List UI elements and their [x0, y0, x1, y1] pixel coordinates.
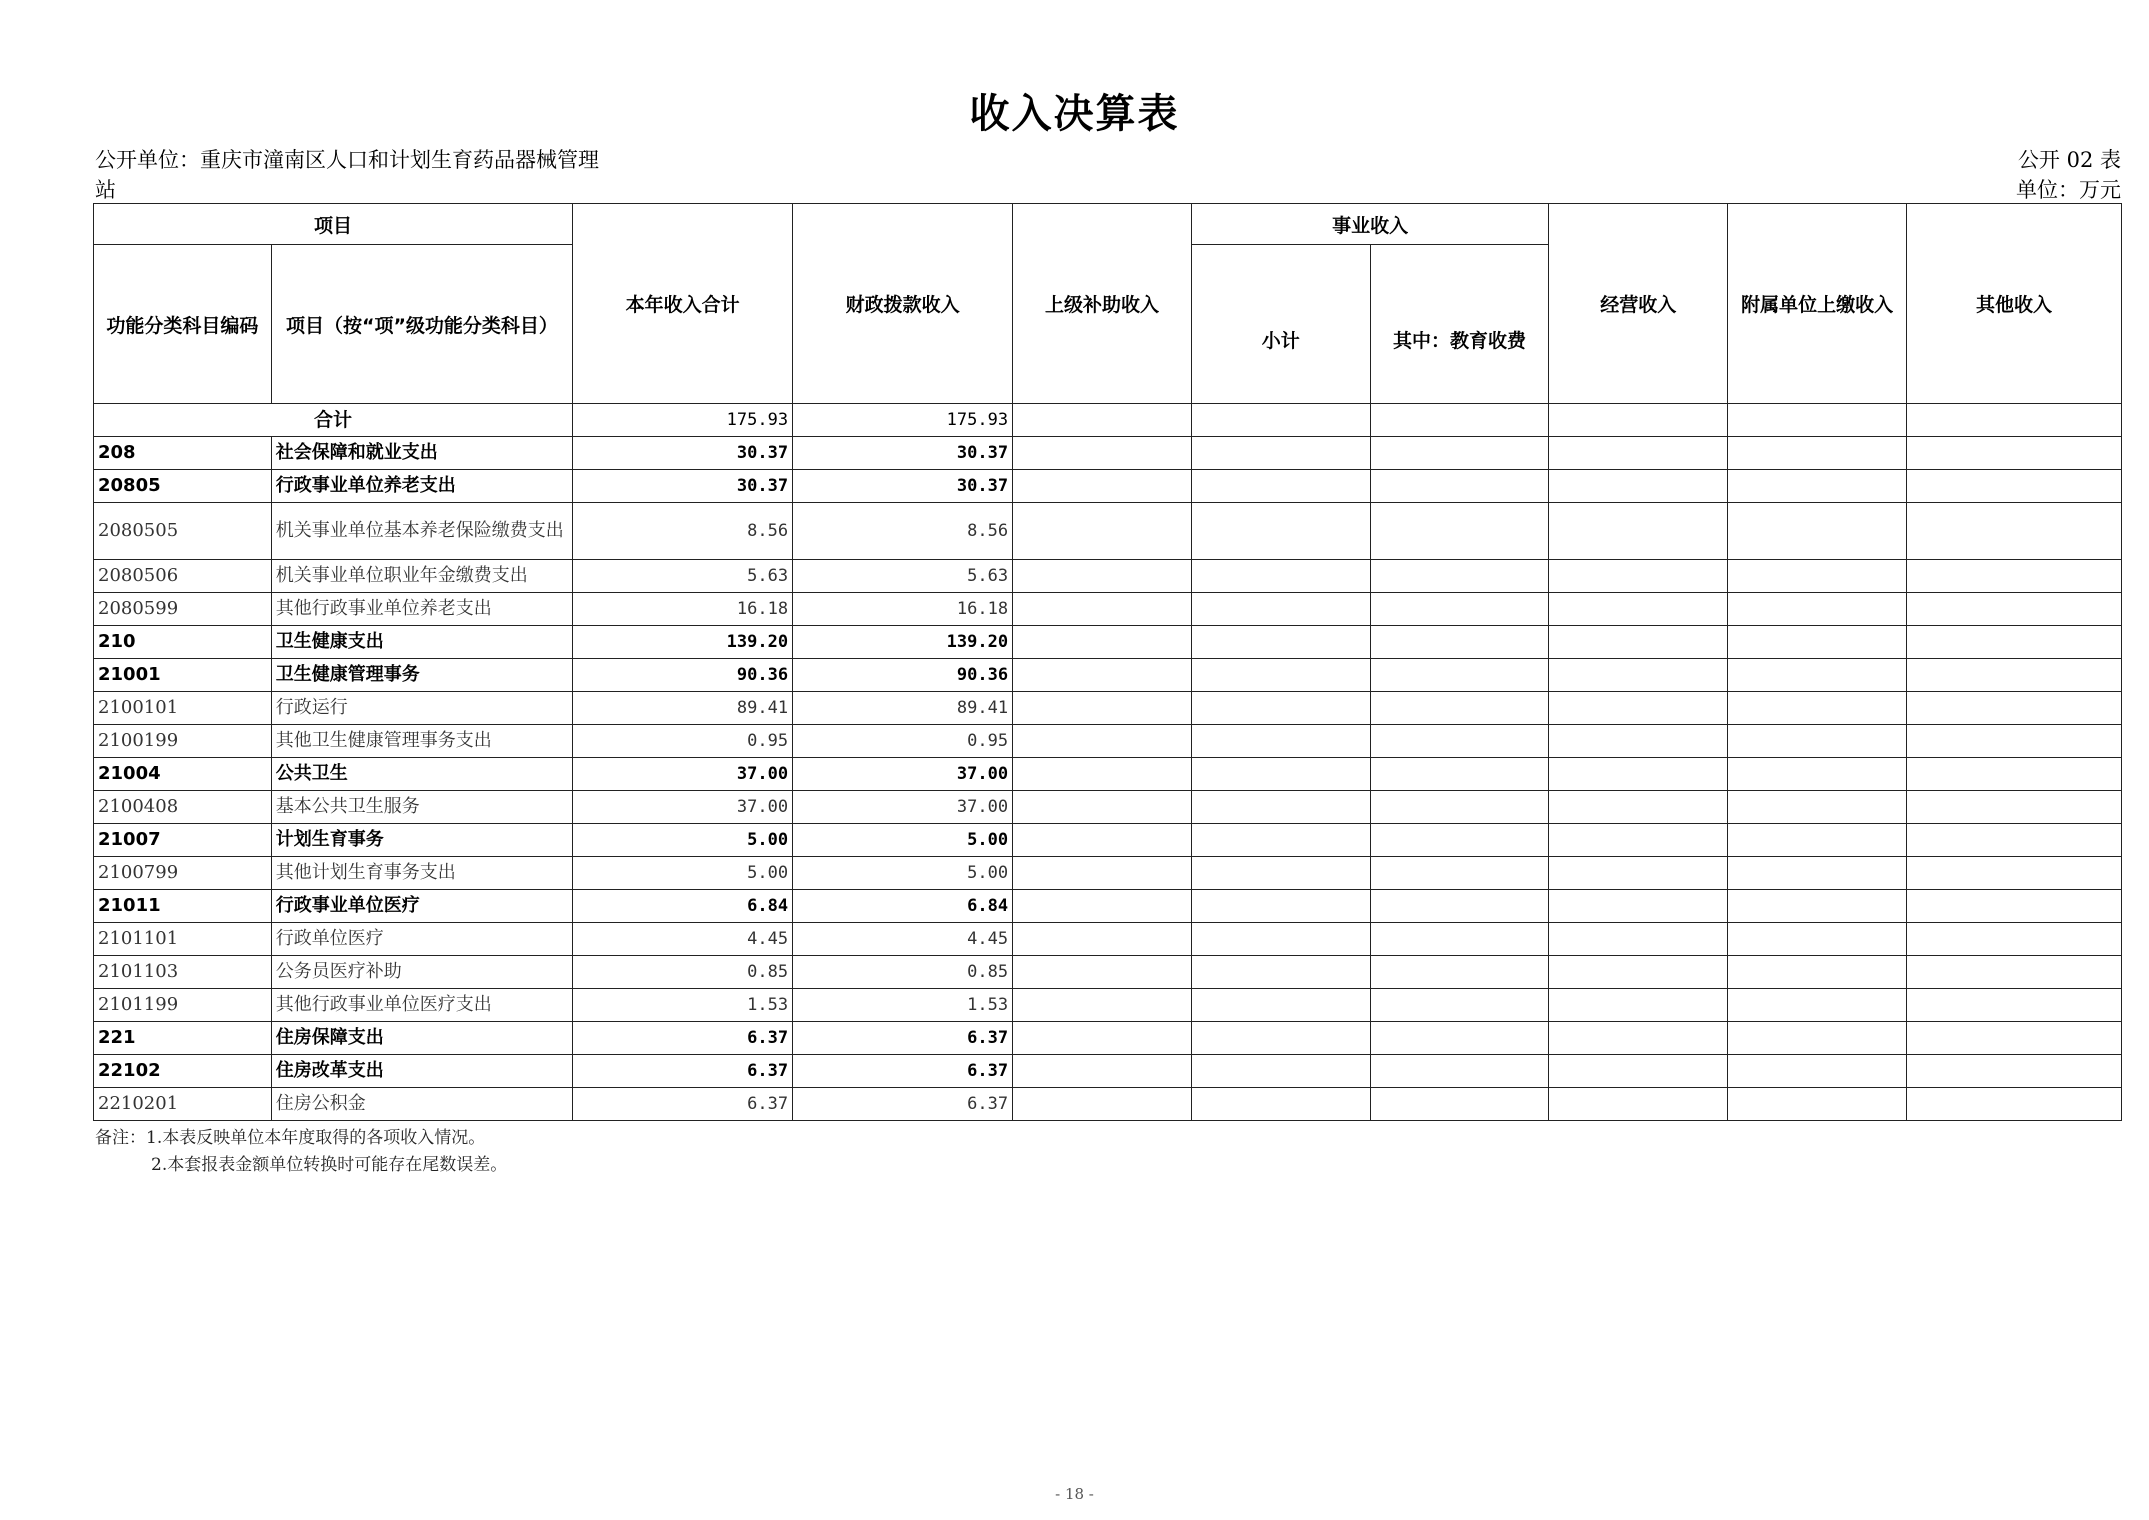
empty-cell — [1191, 989, 1370, 1022]
empty-cell — [1549, 758, 1728, 791]
row-fiscal: 37.00 — [793, 758, 1013, 791]
row-fiscal: 30.37 — [793, 437, 1013, 470]
header-education: 其中：教育收费 — [1370, 245, 1549, 404]
row-fiscal: 37.00 — [793, 791, 1013, 824]
empty-cell — [1013, 791, 1192, 824]
empty-cell — [1549, 593, 1728, 626]
row-total: 6.37 — [573, 1055, 793, 1088]
empty-cell — [1191, 437, 1370, 470]
empty-cell — [1191, 758, 1370, 791]
table-row — [94, 470, 2122, 503]
empty-cell — [1906, 725, 2121, 758]
empty-cell — [1191, 824, 1370, 857]
empty-cell — [1549, 560, 1728, 593]
empty-cell — [1906, 989, 2121, 1022]
row-total: 6.84 — [573, 890, 793, 923]
empty-cell — [1191, 1022, 1370, 1055]
row-name: 卫生健康管理事务 — [271, 659, 572, 692]
table-row — [94, 824, 2122, 857]
empty-cell — [1549, 791, 1728, 824]
empty-cell — [1906, 758, 2121, 791]
row-code: 22102 — [94, 1055, 272, 1088]
row-code: 2100101 — [94, 692, 272, 725]
empty-cell — [1549, 989, 1728, 1022]
empty-cell — [1906, 470, 2121, 503]
empty-cell — [1728, 1088, 1907, 1121]
row-name: 行政运行 — [271, 692, 572, 725]
empty-cell — [1191, 404, 1370, 437]
row-code: 210 — [94, 626, 272, 659]
empty-cell — [1191, 857, 1370, 890]
row-code: 2100408 — [94, 791, 272, 824]
row-total: 6.37 — [573, 1022, 793, 1055]
empty-cell — [1191, 956, 1370, 989]
income-table — [93, 203, 2122, 1121]
header-business: 事业收入 — [1191, 204, 1549, 245]
row-name: 住房保障支出 — [271, 1022, 572, 1055]
note-2: 2.本套报表金额单位转换时可能存在尾数误差。 — [151, 1155, 508, 1175]
row-fiscal: 6.37 — [793, 1088, 1013, 1121]
table-row — [94, 1022, 2122, 1055]
row-fiscal: 0.85 — [793, 956, 1013, 989]
row-total: 4.45 — [573, 923, 793, 956]
row-total: 90.36 — [573, 659, 793, 692]
row-name: 公共卫生 — [271, 758, 572, 791]
empty-cell — [1906, 1022, 2121, 1055]
table-body — [94, 404, 2122, 1121]
empty-cell — [1549, 659, 1728, 692]
empty-cell — [1728, 989, 1907, 1022]
row-fiscal: 0.95 — [793, 725, 1013, 758]
table-row — [94, 692, 2122, 725]
row-fiscal: 6.84 — [793, 890, 1013, 923]
empty-cell — [1370, 692, 1549, 725]
row-fiscal: 6.37 — [793, 1022, 1013, 1055]
row-code: 21001 — [94, 659, 272, 692]
row-fiscal: 4.45 — [793, 923, 1013, 956]
row-name: 行政事业单位养老支出 — [271, 470, 572, 503]
empty-cell — [1191, 725, 1370, 758]
empty-cell — [1549, 725, 1728, 758]
empty-cell — [1549, 503, 1728, 560]
empty-cell — [1013, 857, 1192, 890]
row-total: 5.63 — [573, 560, 793, 593]
row-fiscal: 89.41 — [793, 692, 1013, 725]
empty-cell — [1191, 923, 1370, 956]
row-code: 21011 — [94, 890, 272, 923]
empty-cell — [1906, 404, 2121, 437]
empty-cell — [1728, 923, 1907, 956]
empty-cell — [1906, 437, 2121, 470]
row-total: 0.95 — [573, 725, 793, 758]
empty-cell — [1370, 890, 1549, 923]
empty-cell — [1549, 404, 1728, 437]
table-header — [94, 204, 2122, 404]
empty-cell — [1728, 593, 1907, 626]
empty-cell — [1370, 725, 1549, 758]
currency-unit: 单位：万元 — [2016, 178, 2121, 202]
report-title: 收入决算表 — [969, 91, 1180, 137]
empty-cell — [1370, 791, 1549, 824]
row-fiscal: 5.63 — [793, 560, 1013, 593]
empty-cell — [1370, 989, 1549, 1022]
row-code: 2100199 — [94, 725, 272, 758]
header-code: 功能分类科目编码 — [94, 245, 272, 404]
table-row — [94, 503, 2122, 560]
total-row — [94, 404, 2122, 437]
empty-cell — [1728, 725, 1907, 758]
row-name: 其他计划生育事务支出 — [271, 857, 572, 890]
empty-cell — [1549, 692, 1728, 725]
empty-cell — [1728, 1055, 1907, 1088]
empty-cell — [1906, 1055, 2121, 1088]
notes — [95, 1125, 507, 1179]
empty-cell — [1728, 437, 1907, 470]
row-name: 其他卫生健康管理事务支出 — [271, 725, 572, 758]
empty-cell — [1013, 560, 1192, 593]
empty-cell — [1549, 626, 1728, 659]
row-code: 2210201 — [94, 1088, 272, 1121]
empty-cell — [1370, 404, 1549, 437]
header-operating: 经营收入 — [1549, 204, 1728, 404]
row-code: 21007 — [94, 824, 272, 857]
row-name: 卫生健康支出 — [271, 626, 572, 659]
row-fiscal: 90.36 — [793, 659, 1013, 692]
total-fiscal: 175.93 — [793, 404, 1013, 437]
empty-cell — [1906, 593, 2121, 626]
header-item: 项目 — [94, 204, 573, 245]
row-code: 20805 — [94, 470, 272, 503]
row-name: 其他行政事业单位养老支出 — [271, 593, 572, 626]
empty-cell — [1013, 1055, 1192, 1088]
empty-cell — [1728, 791, 1907, 824]
empty-cell — [1370, 1055, 1549, 1088]
empty-cell — [1013, 890, 1192, 923]
empty-cell — [1013, 824, 1192, 857]
reporting-unit: 公开单位：重庆市潼南区人口和计划生育药品器械管理站 — [95, 148, 599, 202]
empty-cell — [1906, 503, 2121, 560]
empty-cell — [1906, 659, 2121, 692]
empty-cell — [1906, 857, 2121, 890]
row-total: 30.37 — [573, 437, 793, 470]
table-row — [94, 725, 2122, 758]
empty-cell — [1370, 470, 1549, 503]
row-code: 208 — [94, 437, 272, 470]
header-superior: 上级补助收入 — [1013, 204, 1192, 404]
row-code: 2101101 — [94, 923, 272, 956]
empty-cell — [1013, 725, 1192, 758]
empty-cell — [1370, 824, 1549, 857]
empty-cell — [1549, 1055, 1728, 1088]
empty-cell — [1906, 956, 2121, 989]
row-code: 2101199 — [94, 989, 272, 1022]
row-total: 89.41 — [573, 692, 793, 725]
row-fiscal: 6.37 — [793, 1055, 1013, 1088]
row-name: 其他行政事业单位医疗支出 — [271, 989, 572, 1022]
empty-cell — [1728, 503, 1907, 560]
empty-cell — [1013, 1088, 1192, 1121]
table-row — [94, 890, 2122, 923]
empty-cell — [1013, 470, 1192, 503]
empty-cell — [1549, 890, 1728, 923]
header-name: 项目（按“项”级功能分类科目） — [271, 245, 572, 404]
row-total: 0.85 — [573, 956, 793, 989]
empty-cell — [1370, 626, 1549, 659]
table-row — [94, 659, 2122, 692]
empty-cell — [1906, 626, 2121, 659]
row-total: 6.37 — [573, 1088, 793, 1121]
row-code: 2100799 — [94, 857, 272, 890]
empty-cell — [1728, 824, 1907, 857]
table-row — [94, 758, 2122, 791]
row-total: 16.18 — [573, 593, 793, 626]
row-fiscal: 8.56 — [793, 503, 1013, 560]
table-row — [94, 626, 2122, 659]
empty-cell — [1013, 626, 1192, 659]
empty-cell — [1549, 1022, 1728, 1055]
empty-cell — [1728, 560, 1907, 593]
empty-cell — [1728, 404, 1907, 437]
row-total: 5.00 — [573, 824, 793, 857]
empty-cell — [1191, 791, 1370, 824]
header-other: 其他收入 — [1906, 204, 2121, 404]
table-row — [94, 560, 2122, 593]
table-row — [94, 791, 2122, 824]
empty-cell — [1191, 1088, 1370, 1121]
row-name: 机关事业单位基本养老保险缴费支出 — [271, 503, 572, 560]
empty-cell — [1013, 923, 1192, 956]
empty-cell — [1549, 923, 1728, 956]
empty-cell — [1013, 989, 1192, 1022]
empty-cell — [1906, 560, 2121, 593]
table-row — [94, 989, 2122, 1022]
empty-cell — [1728, 857, 1907, 890]
row-fiscal: 1.53 — [793, 989, 1013, 1022]
row-total: 37.00 — [573, 791, 793, 824]
empty-cell — [1013, 1022, 1192, 1055]
empty-cell — [1549, 956, 1728, 989]
header-fiscal: 财政拨款收入 — [793, 204, 1013, 404]
row-code: 2080505 — [94, 503, 272, 560]
empty-cell — [1013, 956, 1192, 989]
row-name: 住房改革支出 — [271, 1055, 572, 1088]
total-income: 175.93 — [573, 404, 793, 437]
empty-cell — [1191, 593, 1370, 626]
empty-cell — [1370, 437, 1549, 470]
empty-cell — [1370, 923, 1549, 956]
row-fiscal: 16.18 — [793, 593, 1013, 626]
empty-cell — [1906, 923, 2121, 956]
empty-cell — [1728, 626, 1907, 659]
table-row — [94, 857, 2122, 890]
total-label: 合计 — [94, 404, 573, 437]
empty-cell — [1013, 404, 1192, 437]
empty-cell — [1370, 659, 1549, 692]
row-code: 2080599 — [94, 593, 272, 626]
empty-cell — [1013, 503, 1192, 560]
header-total: 本年收入合计 — [573, 204, 793, 404]
empty-cell — [1013, 659, 1192, 692]
empty-cell — [1191, 560, 1370, 593]
row-fiscal: 30.37 — [793, 470, 1013, 503]
empty-cell — [1191, 659, 1370, 692]
row-name: 计划生育事务 — [271, 824, 572, 857]
empty-cell — [1728, 1022, 1907, 1055]
row-fiscal: 5.00 — [793, 857, 1013, 890]
empty-cell — [1549, 1088, 1728, 1121]
empty-cell — [1370, 560, 1549, 593]
table-row — [94, 923, 2122, 956]
row-code: 2080506 — [94, 560, 272, 593]
empty-cell — [1370, 857, 1549, 890]
empty-cell — [1013, 437, 1192, 470]
row-name: 社会保障和就业支出 — [271, 437, 572, 470]
empty-cell — [1370, 593, 1549, 626]
form-number: 公开 02 表 — [2017, 148, 2121, 172]
table-row — [94, 437, 2122, 470]
empty-cell — [1549, 470, 1728, 503]
table-row — [94, 1088, 2122, 1121]
empty-cell — [1549, 437, 1728, 470]
row-total: 139.20 — [573, 626, 793, 659]
empty-cell — [1906, 824, 2121, 857]
row-total: 1.53 — [573, 989, 793, 1022]
empty-cell — [1906, 1088, 2121, 1121]
row-name: 公务员医疗补助 — [271, 956, 572, 989]
row-code: 221 — [94, 1022, 272, 1055]
empty-cell — [1728, 758, 1907, 791]
empty-cell — [1906, 791, 2121, 824]
empty-cell — [1728, 956, 1907, 989]
empty-cell — [1191, 692, 1370, 725]
empty-cell — [1191, 890, 1370, 923]
row-fiscal: 139.20 — [793, 626, 1013, 659]
row-code: 21004 — [94, 758, 272, 791]
row-name: 行政事业单位医疗 — [271, 890, 572, 923]
empty-cell — [1728, 890, 1907, 923]
row-total: 5.00 — [573, 857, 793, 890]
row-total: 8.56 — [573, 503, 793, 560]
empty-cell — [1370, 1022, 1549, 1055]
empty-cell — [1728, 470, 1907, 503]
row-name: 机关事业单位职业年金缴费支出 — [271, 560, 572, 593]
empty-cell — [1013, 593, 1192, 626]
empty-cell — [1549, 857, 1728, 890]
empty-cell — [1370, 1088, 1549, 1121]
table-row — [94, 1055, 2122, 1088]
empty-cell — [1013, 758, 1192, 791]
empty-cell — [1191, 626, 1370, 659]
header-affiliated: 附属单位上缴收入 — [1728, 204, 1907, 404]
row-name: 行政单位医疗 — [271, 923, 572, 956]
empty-cell — [1191, 470, 1370, 503]
empty-cell — [1370, 503, 1549, 560]
page-number: - 18 - — [1055, 1485, 1094, 1503]
empty-cell — [1906, 692, 2121, 725]
row-total: 37.00 — [573, 758, 793, 791]
empty-cell — [1191, 503, 1370, 560]
empty-cell — [1728, 692, 1907, 725]
note-1: 备注：1.本表反映单位本年度取得的各项收入情况。 — [95, 1128, 486, 1148]
empty-cell — [1191, 1055, 1370, 1088]
empty-cell — [1013, 692, 1192, 725]
empty-cell — [1906, 890, 2121, 923]
empty-cell — [1549, 824, 1728, 857]
row-name: 基本公共卫生服务 — [271, 791, 572, 824]
table-row — [94, 956, 2122, 989]
row-name: 住房公积金 — [271, 1088, 572, 1121]
row-code: 2101103 — [94, 956, 272, 989]
row-fiscal: 5.00 — [793, 824, 1013, 857]
row-total: 30.37 — [573, 470, 793, 503]
header-subtotal: 小计 — [1191, 245, 1370, 404]
table-row — [94, 593, 2122, 626]
empty-cell — [1370, 758, 1549, 791]
empty-cell — [1728, 659, 1907, 692]
empty-cell — [1370, 956, 1549, 989]
